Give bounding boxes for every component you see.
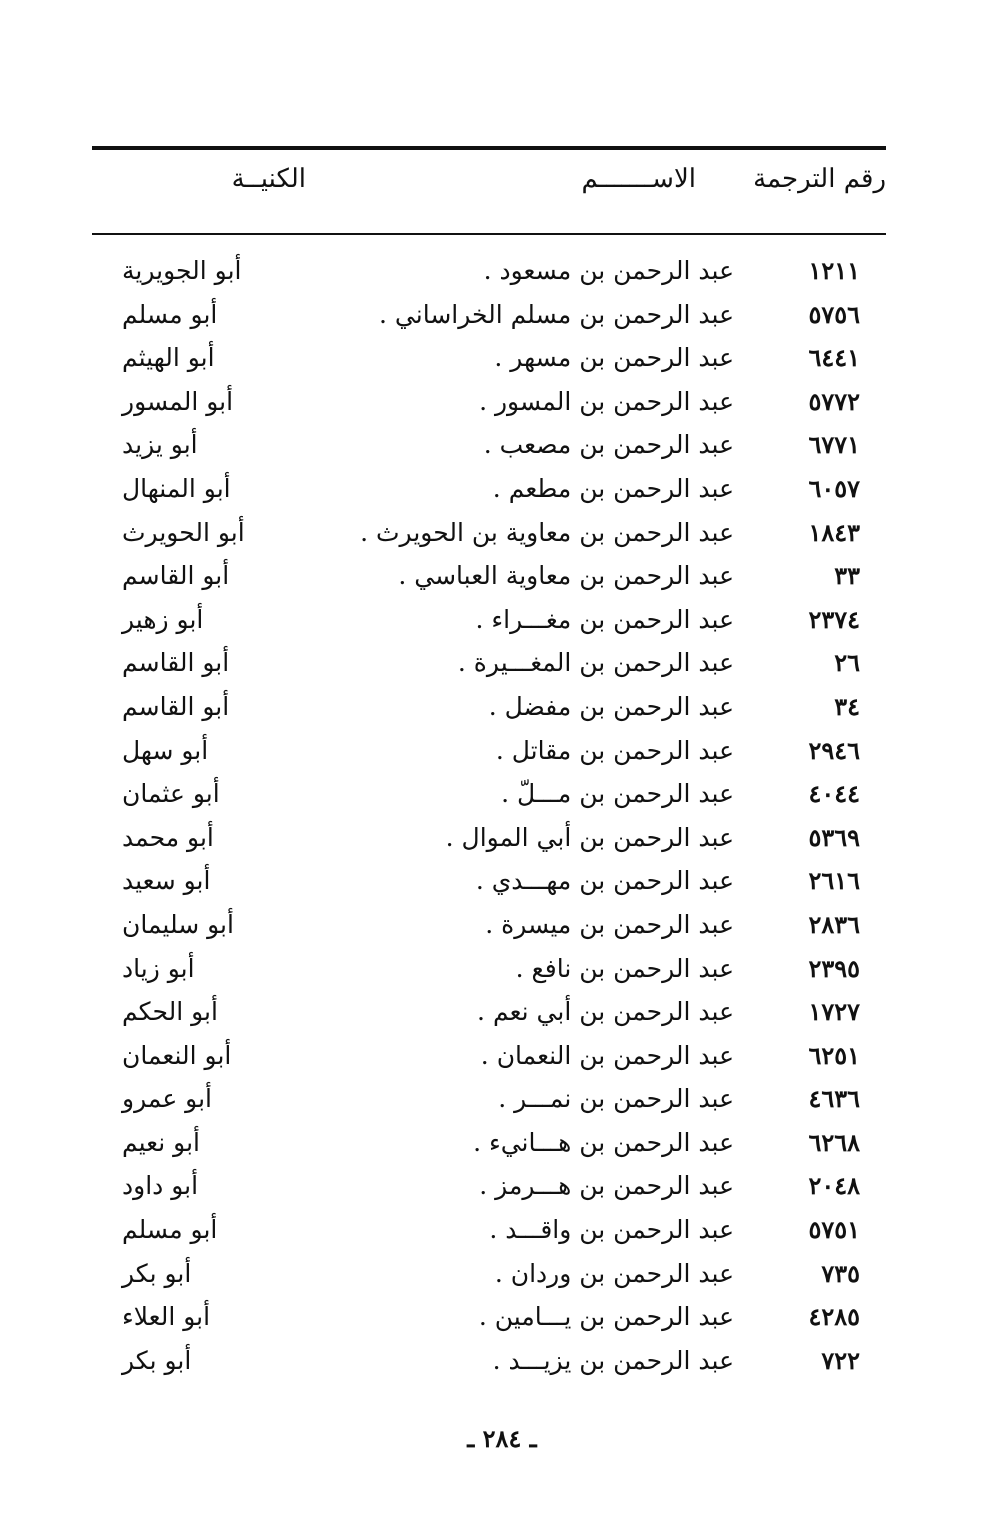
table-row: [92, 601, 886, 645]
entry-name: عبد الرحمن بن نافع .: [515, 953, 734, 983]
header-rule: [92, 233, 886, 235]
entry-number: ٢٠٤٨: [808, 1171, 860, 1201]
entry-number: ١٧٢٧: [808, 997, 860, 1027]
entry-kunya: أبو بكر: [122, 1258, 192, 1288]
entry-name: عبد الرحمن بن مسعود .: [483, 256, 734, 285]
entry-number: ٥٧٧٢: [808, 386, 860, 416]
entry-number: ٢٦: [834, 648, 860, 678]
entry-number: ٢٣٩٥: [808, 953, 860, 983]
entry-number: ٧٢٢: [821, 1345, 860, 1375]
entry-kunya: أبو يزيد: [122, 430, 198, 460]
entry-kunya: أبو الحكم: [122, 997, 218, 1027]
table-row: [92, 470, 886, 514]
entry-number: ٦٠٥٧: [808, 473, 860, 503]
entry-kunya: أبو مسلم: [122, 1215, 218, 1245]
table-row: [92, 950, 886, 994]
table-row: [92, 1167, 886, 1211]
entry-name: عبد الرحمن بن هـــانيء .: [473, 1127, 734, 1157]
entry-kunya: أبو عثمان: [122, 779, 220, 809]
entry-kunya: أبو مسلم: [122, 299, 218, 329]
entry-kunya: أبو زهير: [122, 604, 204, 634]
entry-name: عبد الرحمن بن ميسرة .: [485, 909, 734, 939]
entry-kunya: أبو محمد: [122, 822, 214, 852]
table-row: [92, 339, 886, 383]
entry-number: ٧٣٥: [821, 1258, 860, 1288]
table-row: [92, 906, 886, 950]
header-name-label: الاســـــــم: [581, 164, 696, 194]
entry-number: ٦٢٥١: [808, 1040, 860, 1070]
table-row: [92, 688, 886, 732]
table-row: [92, 819, 886, 863]
entry-number: ٤٦٣٦: [808, 1084, 860, 1114]
entry-number: ٣٣: [834, 561, 860, 591]
table-header: [92, 164, 886, 214]
table-row: [92, 775, 886, 819]
table-row: [92, 383, 886, 427]
entry-number: ٦٤٤١: [808, 343, 860, 373]
entry-name: عبد الرحمن بن مطعم .: [492, 473, 734, 503]
entry-number: ١٢١١: [808, 256, 860, 285]
entry-name: عبد الرحمن بن معاوية بن الحويرث .: [360, 517, 734, 547]
table-row: [92, 426, 886, 470]
table-row: [92, 1037, 886, 1081]
table-row: [92, 296, 886, 340]
entry-name: عبد الرحمن بن مهـــدي .: [475, 866, 734, 896]
entry-kunya: أبو سليمان: [122, 909, 234, 939]
table-row: [92, 644, 886, 688]
table-row: [92, 1298, 886, 1342]
entry-kunya: أبو القاسم: [122, 648, 230, 678]
entry-name: عبد الرحمن بن أبي نعم .: [477, 997, 734, 1027]
entry-kunya: أبو عمرو: [122, 1084, 213, 1114]
page-number: ـ ٢٨٤ ـ: [467, 1424, 537, 1453]
table-row: [92, 732, 886, 776]
entry-name: عبد الرحمن بن وردان .: [494, 1258, 734, 1288]
table-row: [92, 1255, 886, 1299]
table-row: [92, 1080, 886, 1124]
entry-number: ٦٢٦٨: [808, 1127, 860, 1157]
entry-kunya: أبو المنهال: [122, 473, 231, 503]
entry-number: ٢٦١٦: [808, 866, 860, 896]
entry-name: عبد الرحمن بن مغـــراء .: [475, 604, 734, 634]
table-row: [92, 252, 886, 296]
entry-kunya: أبو داود: [122, 1171, 199, 1201]
entry-number: ٤٠٤٤: [808, 779, 860, 809]
entry-name: عبد الرحمن بن المغـــيرة .: [457, 648, 734, 678]
table-row: [92, 1342, 886, 1386]
table-body: [92, 252, 886, 1385]
entry-kunya: أبو القاسم: [122, 691, 230, 721]
entry-number: ٥٧٥٦: [808, 299, 860, 329]
entry-kunya: أبو بكر: [122, 1345, 192, 1375]
entry-name: عبد الرحمن بن مقاتل .: [495, 735, 734, 765]
table-row: [92, 557, 886, 601]
entry-number: ٣٤: [834, 691, 860, 721]
table-row: [92, 1211, 886, 1255]
entry-kunya: أبو العلاء: [122, 1302, 211, 1332]
entry-kunya: أبو زياد: [122, 953, 195, 983]
entry-name: عبد الرحمن بن مسهر .: [494, 343, 734, 373]
table-row: [92, 862, 886, 906]
entry-kunya: أبو الهيثم: [122, 343, 215, 373]
entry-kunya: أبو نعيم: [122, 1127, 200, 1157]
entry-name: عبد الرحمن بن معاوية العباسي .: [398, 561, 734, 591]
entry-name: عبد الرحمن بن مفضل .: [488, 691, 734, 721]
entry-name: عبد الرحمن بن واقـــد .: [489, 1215, 734, 1245]
entry-kunya: أبو النعمان: [122, 1040, 232, 1070]
entry-number: ٢٩٤٦: [808, 735, 860, 765]
table-row: [92, 993, 886, 1037]
entry-number: ١٨٤٣: [808, 517, 860, 547]
entry-number: ٤٢٨٥: [808, 1302, 860, 1332]
entry-kunya: أبو القاسم: [122, 561, 230, 591]
entry-name: عبد الرحمن بن أبي الموال .: [445, 822, 734, 852]
entry-name: عبد الرحمن بن يزيـــد .: [492, 1345, 734, 1375]
entry-name: عبد الرحمن بن مـــلّ .: [501, 779, 734, 809]
table-row: [92, 514, 886, 558]
entry-name: عبد الرحمن بن نمـــر .: [498, 1084, 734, 1114]
entry-number: ٢٨٣٦: [808, 909, 860, 939]
table-row: [92, 1124, 886, 1168]
entry-name: عبد الرحمن بن مصعب .: [483, 430, 734, 460]
entry-kunya: أبو الحويرث: [122, 517, 245, 547]
entry-kunya: أبو المسور: [122, 386, 234, 416]
entry-name: عبد الرحمن بن مسلم الخراساني .: [379, 299, 734, 329]
entry-number: ٢٣٧٤: [808, 604, 860, 634]
header-kunya-label: الكنيــة: [231, 164, 306, 194]
entry-name: عبد الرحمن بن يـــامين .: [478, 1302, 734, 1332]
entry-kunya: أبو الجويرية: [122, 256, 242, 285]
entry-name: عبد الرحمن بن هـــرمز .: [479, 1171, 734, 1201]
top-rule: [92, 146, 886, 150]
entry-number: ٥٧٥١: [808, 1215, 860, 1245]
entry-number: ٦٧٧١: [808, 430, 860, 460]
entry-number: ٥٣٦٩: [808, 822, 860, 852]
entry-name: عبد الرحمن بن النعمان .: [480, 1040, 734, 1070]
entry-kunya: أبو سهل: [122, 735, 209, 765]
header-number-label: رقم الترجمة: [753, 164, 886, 194]
entry-name: عبد الرحمن بن المسور .: [479, 386, 734, 416]
entry-kunya: أبو سعيد: [122, 866, 211, 896]
